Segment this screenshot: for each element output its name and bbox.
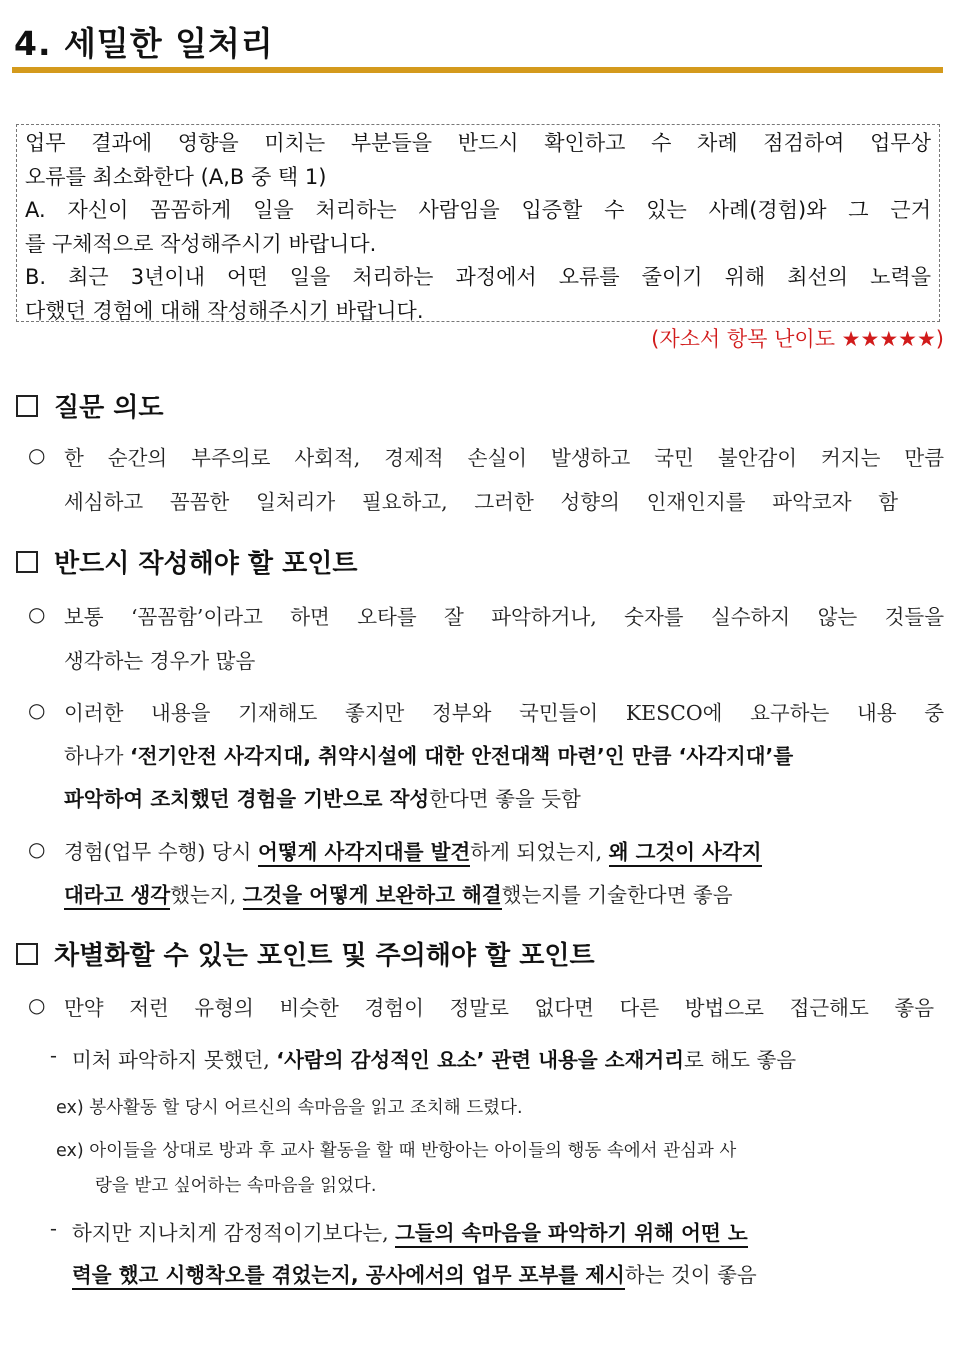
- question-line: 오류를 최소화한다 (A,B 중 택 1): [25, 164, 327, 189]
- question-line: 업무 결과에 영향을 미치는 부분들을 반드시 확인하고 수 차례 점검하여 업무상: [25, 131, 931, 155]
- must-point-line: [64, 739, 793, 769]
- text-run: 로 해도 좋음: [684, 1048, 797, 1072]
- diff-point-line: [72, 1043, 796, 1073]
- underlined-emphasis: 그것을 어떻게 보완하고 해결: [243, 883, 502, 910]
- section-heading-diff-points: [16, 935, 595, 972]
- question-line: 를 구체적으로 작성해주시기 바랍니다.: [25, 231, 377, 256]
- text-run: 하지만 지나치게 감정적이기보다는,: [72, 1221, 396, 1245]
- section-heading-label: 차별화할 수 있는 포인트 및 주의해야 할 포인트: [54, 941, 595, 971]
- intent-line: 세심하고 꼼꼼한 일처리가 필요하고, 그러한 성향의 인재인지를 파악코자 함: [64, 490, 898, 514]
- circle-bullet-icon: ○: [28, 698, 46, 722]
- must-point-line: [64, 878, 733, 908]
- example-line: ex) 아이들을 상대로 방과 후 교사 활동을 할 때 반항아는 아이들의 행동 속에서 관심과 사: [56, 1141, 737, 1161]
- checkbox-square-icon: [16, 551, 38, 573]
- title-underline: [12, 67, 943, 73]
- question-line: A. 자신이 꼼꼼하게 일을 처리하는 사람임을 입증할 수 있는 사례(경험)와 그 근거: [25, 198, 931, 222]
- emphasis-text: ‘사람의 감성적인 요소’ 관련 내용을 소재거리: [276, 1048, 685, 1072]
- section-heading-intent: [16, 387, 164, 424]
- must-point-line: 이러한 내용을 기재해도 좋지만 정부와 국민들이 KESCO에 요구하는 내용 중: [64, 701, 944, 725]
- text-run: 하게 되었는지,: [470, 840, 609, 864]
- underlined-emphasis: 그들의 속마음을 파악하기 위해 어떤 노: [395, 1221, 748, 1248]
- text-run: 하는 것이 좋음: [624, 1263, 757, 1287]
- underlined-emphasis: 력을 했고 시행착오를 겪었는지, 공사에서의 업무 포부를 제시: [72, 1263, 625, 1290]
- diff-point-line: [72, 1258, 757, 1288]
- dash-bullet-icon: -: [50, 1043, 57, 1067]
- question-line: B. 최근 3년이내 어떤 일을 처리하는 과정에서 오류를 줄이기 위해 최선의 노력을: [25, 265, 931, 289]
- must-point-line: 생각하는 경우가 많음: [64, 649, 256, 673]
- diff-point-line: [72, 1216, 748, 1246]
- checkbox-square-icon: [16, 395, 38, 417]
- difficulty-rating: (자소서 항목 난이도 ★★★★★): [651, 327, 944, 351]
- page-title: 4. 세밀한 일처리: [14, 24, 274, 63]
- dash-bullet-icon: -: [50, 1216, 57, 1240]
- section-heading-label: 반드시 작성해야 할 포인트: [54, 549, 358, 579]
- question-line: 다했던 경험에 대해 작성해주시기 바랍니다.: [25, 298, 424, 323]
- circle-bullet-icon: ○: [28, 443, 46, 467]
- checkbox-square-icon: [16, 943, 38, 965]
- circle-bullet-icon: ○: [28, 837, 46, 861]
- text-run: 미처 파악하지 못했던,: [72, 1048, 277, 1072]
- underlined-emphasis: 대라고 생각: [64, 883, 170, 910]
- example-line: 랑을 받고 싶어하는 속마음을 읽었다.: [95, 1176, 377, 1196]
- text-run: 하나가: [64, 744, 130, 768]
- must-point-line: 보통 ‘꼼꼼함’이라고 하면 오타를 잘 파악하거나, 숫자를 실수하지 않는 것들을: [64, 605, 944, 629]
- must-point-line: [64, 835, 762, 865]
- section-heading-must-points: [16, 543, 357, 580]
- must-point-line: [64, 782, 581, 812]
- text-run: 했는지를 기술한다면 좋음: [501, 883, 733, 907]
- section-heading-label: 질문 의도: [54, 393, 164, 423]
- text-run: 한다면 좋을 듯함: [429, 787, 581, 811]
- text-run: 했는지,: [170, 883, 243, 907]
- diff-point-line: 만약 저런 유형의 비슷한 경험이 정말로 없다면 다른 방법으로 접근해도 좋음: [64, 996, 934, 1020]
- underlined-emphasis: 왜 그것이 사각지: [609, 840, 762, 867]
- text-run: 경험(업무 수행) 당시: [64, 840, 258, 864]
- underlined-emphasis: 어떻게 사각지대를 발견: [258, 840, 470, 867]
- emphasis-text: 파악하여 조치했던 경험을 기반으로 작성: [64, 787, 430, 811]
- circle-bullet-icon: ○: [28, 993, 46, 1017]
- question-box: [16, 124, 940, 322]
- intent-line: 한 순간의 부주의로 사회적, 경제적 손실이 발생하고 국민 불안감이 커지는 만큼: [64, 446, 944, 470]
- emphasis-text: ‘전기안전 사각지대, 취약시설에 대한 안전대책 마련’인 만큼 ‘사각지대’를: [129, 744, 794, 768]
- example-line: ex) 봉사활동 할 당시 어르신의 속마음을 읽고 조치해 드렸다.: [56, 1098, 523, 1118]
- circle-bullet-icon: ○: [28, 602, 46, 626]
